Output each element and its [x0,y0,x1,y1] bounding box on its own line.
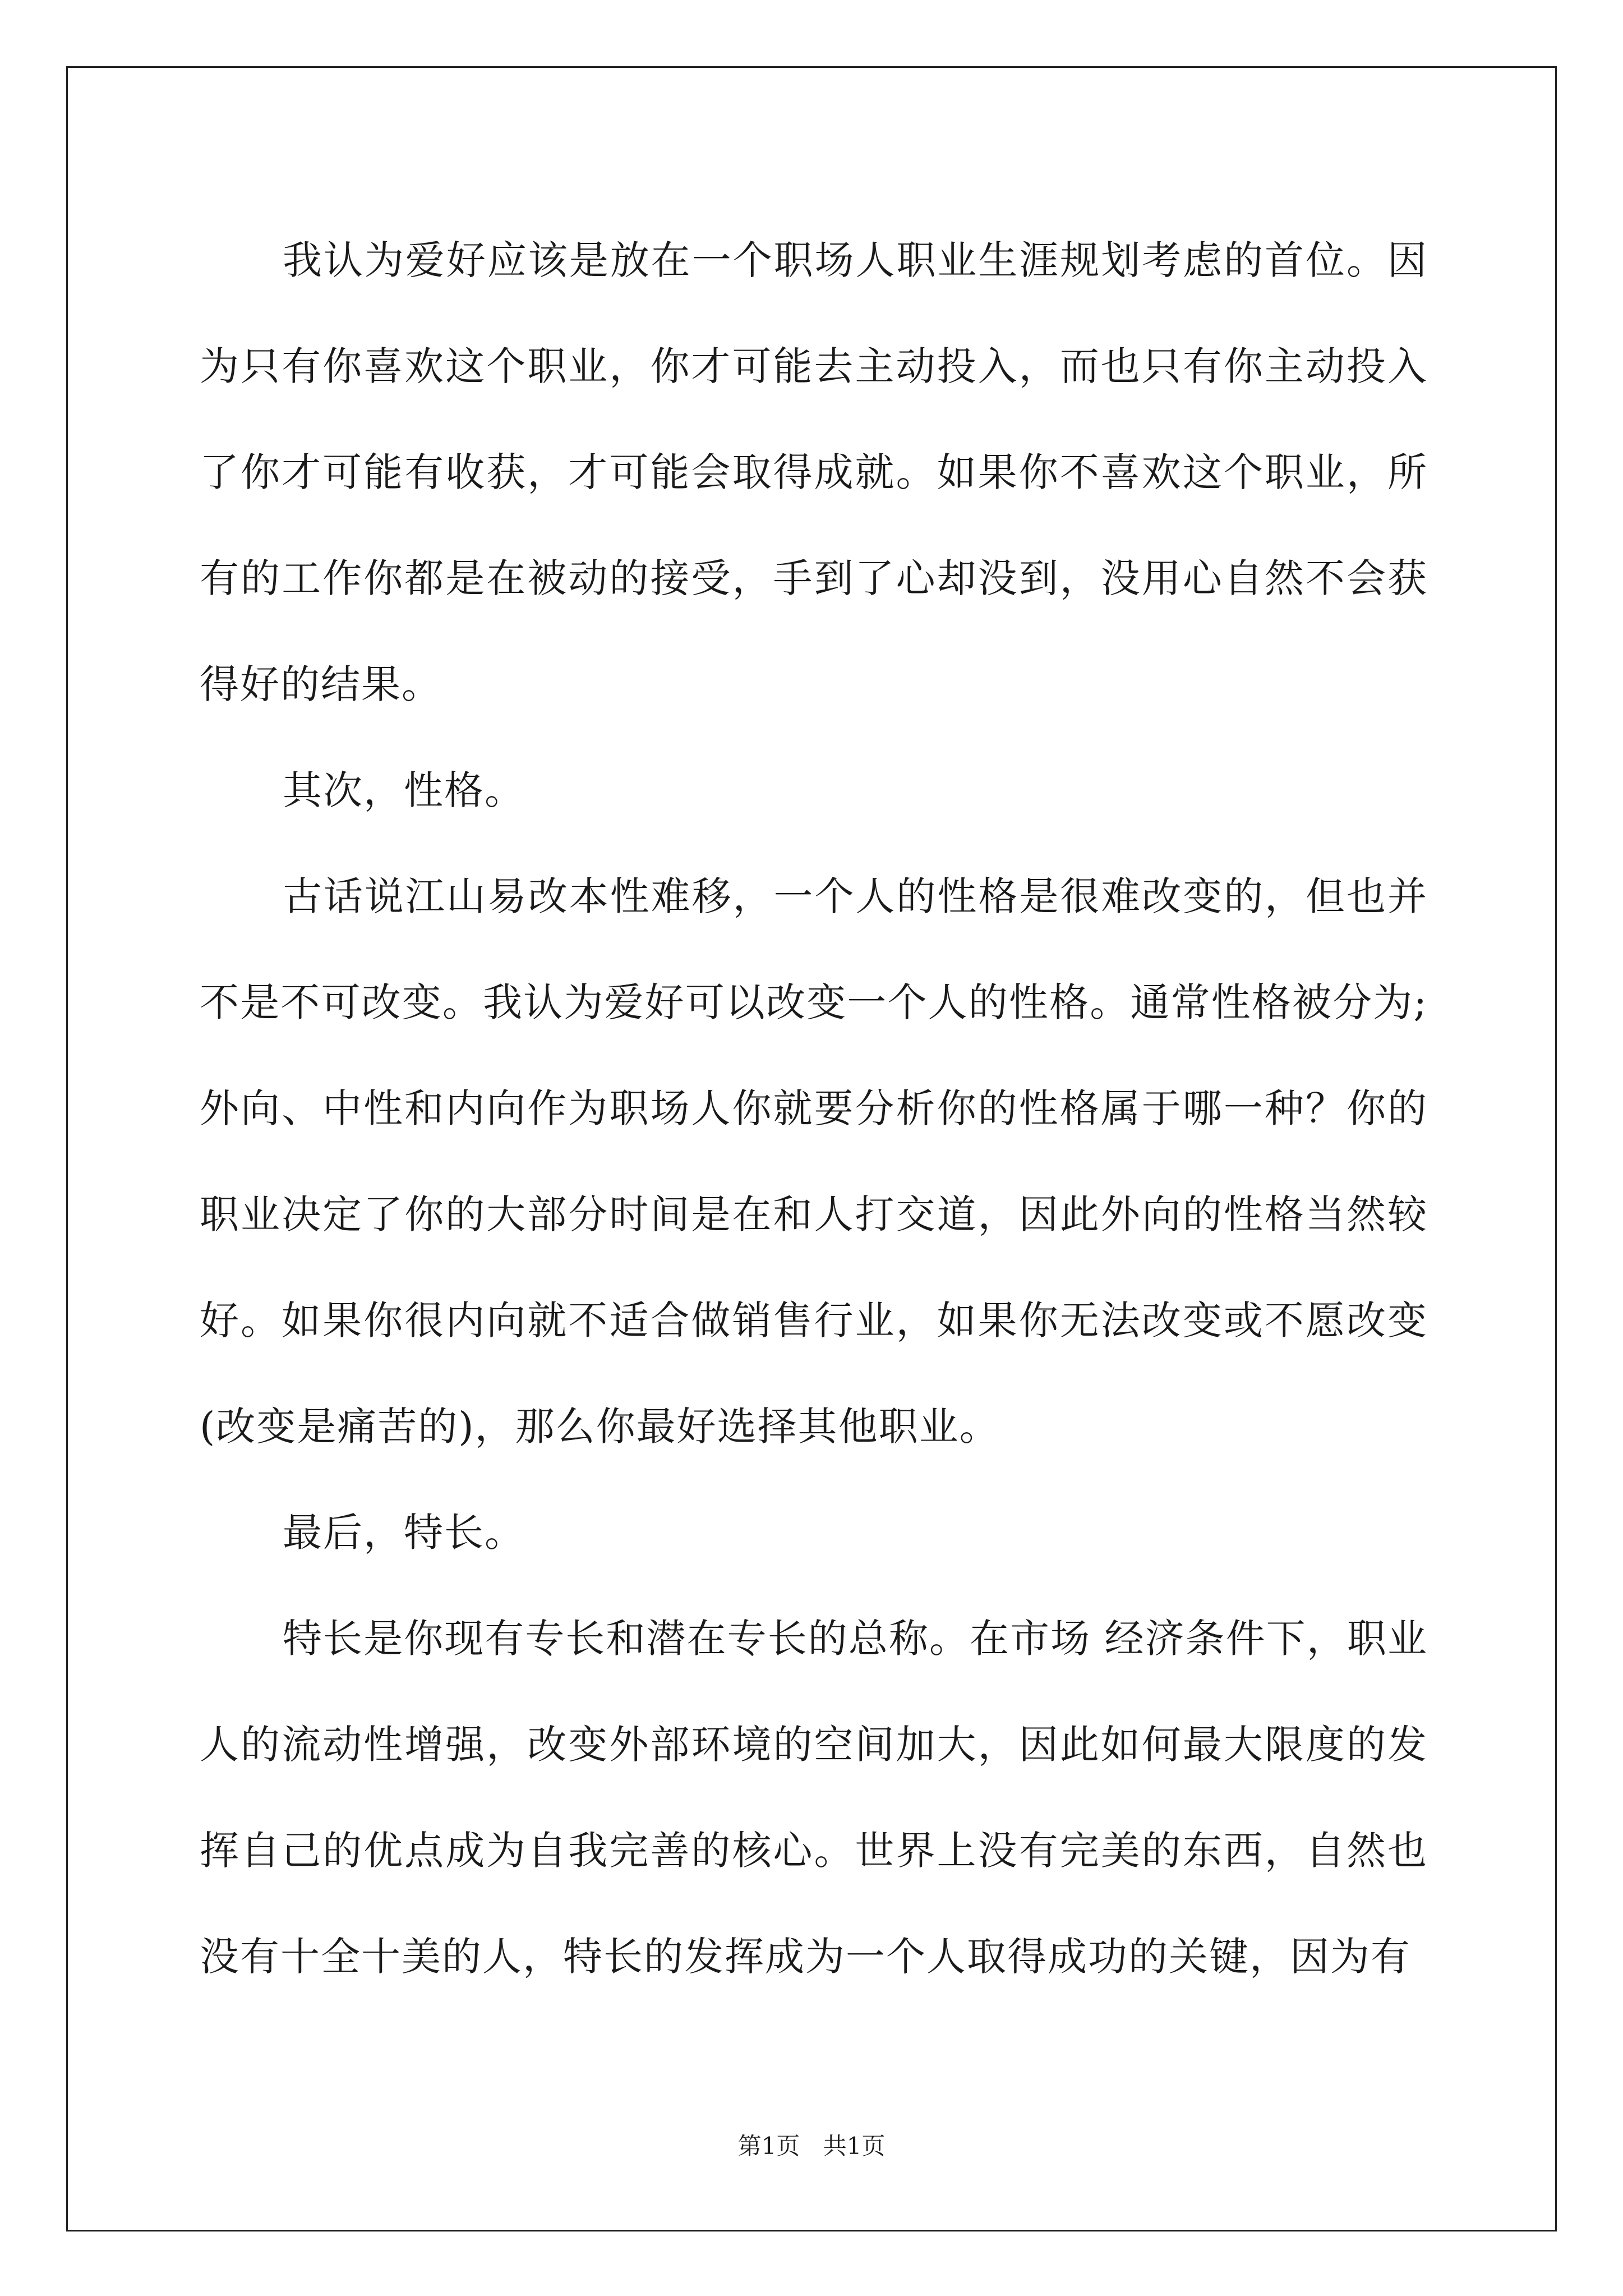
page-footer [0,2129,1623,2163]
paragraph-heading-specialty: 最后，特长。 [283,1510,525,1556]
page-number: 第1页 [737,2132,800,2160]
page-total: 共1页 [823,2132,886,2160]
paragraph-personality: 古话说江山易改本性难移，一个人的性格是很难改变的，但也并不是不可改变。我认为爱好可以改变一个人的性格。通常性格被分为;外向、中性和内向作为职场人你就要分析你的性格属于哪一种？你的职业决定了你的大部分时间是在和人打交道，因此外向的性格当然较好。如果你很内向就不适合做销售行业，如果你无法改变或不愿改变(改变是痛苦的)，那么你最好选择其他职业。 [200,873,1428,1450]
paragraph-heading-personality: 其次，性格。 [283,767,525,813]
paragraph-hobby: 我认为爱好应该是放在一个职场人职业生涯规划考虑的首位。因为只有你喜欢这个职业，你才可能去主动投入，而也只有你主动投入了你才可能有收获，才可能会取得成就。如果你不喜欢这个职业，所有的工作你都是在被动的接受，手到了心却没到，没用心自然不会获得好的结果。 [200,237,1428,707]
paragraph-specialty: 特长是你现有专长和潜在专长的总称。在市场 经济条件下，职业人的流动性增强，改变外部环境的空间加大，因此如何最大限度的发挥自己的优点成为自我完善的核心。世界上没有完美的东西，自然也没有十全十美的人，特长的发挥成为一个人取得成功的关键，因为有 [200,1616,1428,1980]
document-body [200,208,1428,2010]
